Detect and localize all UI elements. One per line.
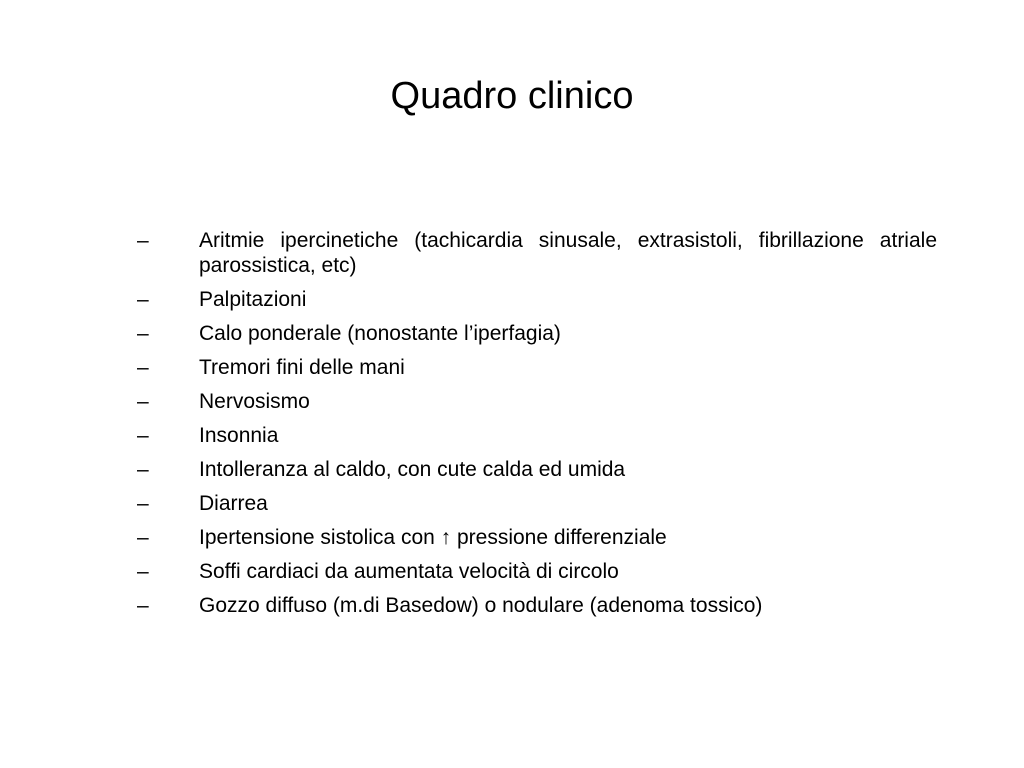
bullet-dash: – — [137, 356, 149, 379]
list-item — [137, 593, 937, 618]
list-item — [137, 559, 937, 584]
list-item-text: Ipertensione sistolica con ↑ pressione differenziale — [199, 526, 667, 549]
list-item-text: Calo ponderale (nonostante l’iperfagia) — [199, 322, 561, 345]
bullet-dash: – — [137, 424, 149, 447]
bullet-dash: – — [137, 288, 149, 311]
list-item-text: Soffi cardiaci da aumentata velocità di circolo — [199, 560, 619, 583]
bullet-dash: – — [137, 322, 149, 345]
bullet-dash: – — [137, 492, 149, 515]
bullet-list — [137, 228, 937, 627]
list-item-text: Intolleranza al caldo, con cute calda ed umida — [199, 458, 626, 481]
list-item — [137, 287, 937, 312]
list-item — [137, 228, 937, 278]
list-item — [137, 321, 937, 346]
list-item — [137, 491, 937, 516]
bullet-dash: – — [137, 390, 149, 413]
bullet-dash: – — [137, 458, 149, 481]
list-item-text: Tremori fini delle mani — [199, 356, 405, 379]
list-item — [137, 457, 937, 482]
list-item-text: Insonnia — [199, 424, 279, 447]
list-item-text: Palpitazioni — [199, 288, 307, 311]
bullet-dash: – — [137, 526, 149, 549]
list-item — [137, 525, 937, 550]
list-item — [137, 423, 937, 448]
list-item-text: Nervosismo — [199, 390, 310, 413]
slide-title: Quadro clinico — [390, 75, 634, 117]
bullet-dash: – — [137, 229, 149, 252]
bullet-dash: – — [137, 560, 149, 583]
bullet-dash: – — [137, 594, 149, 617]
list-item-text: Gozzo diffuso (m.di Basedow) o nodulare (adenoma tossico) — [199, 594, 763, 617]
list-item — [137, 389, 937, 414]
list-item-text: Diarrea — [199, 492, 268, 515]
list-item-text: Aritmie ipercinetiche (tachicardia sinusale, extrasistoli, fibrillazione atriale parossistica, etc) — [199, 229, 937, 277]
list-item — [137, 355, 937, 380]
